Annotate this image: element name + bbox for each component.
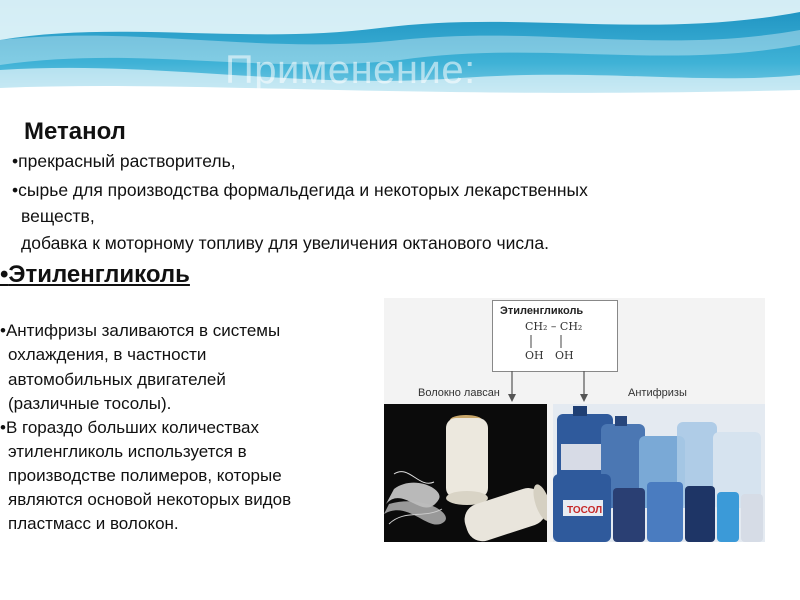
arrow-down-icon	[508, 394, 516, 402]
formula-top: CH₂ – CH₂	[525, 320, 583, 333]
slide-title: Применение:	[225, 48, 476, 92]
formula-oh-left: OH	[525, 349, 544, 362]
list-item-continuation: (различные тосолы).	[8, 394, 172, 413]
formula-oh-right: OH	[555, 349, 574, 362]
label-lavsan: Волокно лавсан	[418, 387, 500, 399]
formula-box-title: Этиленгликоль	[500, 305, 584, 317]
list-item-continuation: пластмасс и волокон.	[8, 514, 179, 533]
list-item: добавка к моторному топливу для увеличения октанового числа.	[21, 233, 549, 253]
arrow-down-icon	[580, 394, 588, 402]
bullet-icon: •	[12, 151, 19, 171]
list-item-continuation: этиленгликоль используется в	[8, 442, 247, 461]
bottle-brand-text: ТОСОЛ	[567, 505, 603, 516]
glycol-applications-figure	[384, 298, 765, 542]
list-item-continuation: являются основой некоторых видов	[8, 490, 292, 509]
lavsan-fiber-photo	[384, 404, 547, 542]
list-item: •сырье для производства формальдегида и некоторых лекарственных	[12, 180, 588, 200]
antifreeze-bottles-photo	[553, 404, 765, 542]
bullet-icon: •	[0, 321, 6, 340]
list-item: •Антифризы заливаются в системы	[0, 321, 281, 340]
label-antifreeze: Антифризы	[628, 387, 687, 399]
bullet-icon: •	[0, 261, 9, 288]
list-item-continuation: автомобильных двигателей	[8, 370, 226, 389]
methanol-heading: Метанол	[24, 118, 126, 145]
glycol-heading: •Этиленгликоль	[0, 261, 190, 288]
list-item: •В гораздо больших количествах	[0, 418, 260, 437]
list-item-continuation: охлаждения, в частности	[8, 345, 207, 364]
bullet-icon: •	[12, 180, 19, 200]
bullet-icon: •	[0, 418, 6, 437]
list-item-continuation: веществ,	[21, 206, 95, 226]
list-item-continuation: производстве полимеров, которые	[8, 466, 282, 485]
list-item: •прекрасный растворитель,	[12, 151, 236, 171]
